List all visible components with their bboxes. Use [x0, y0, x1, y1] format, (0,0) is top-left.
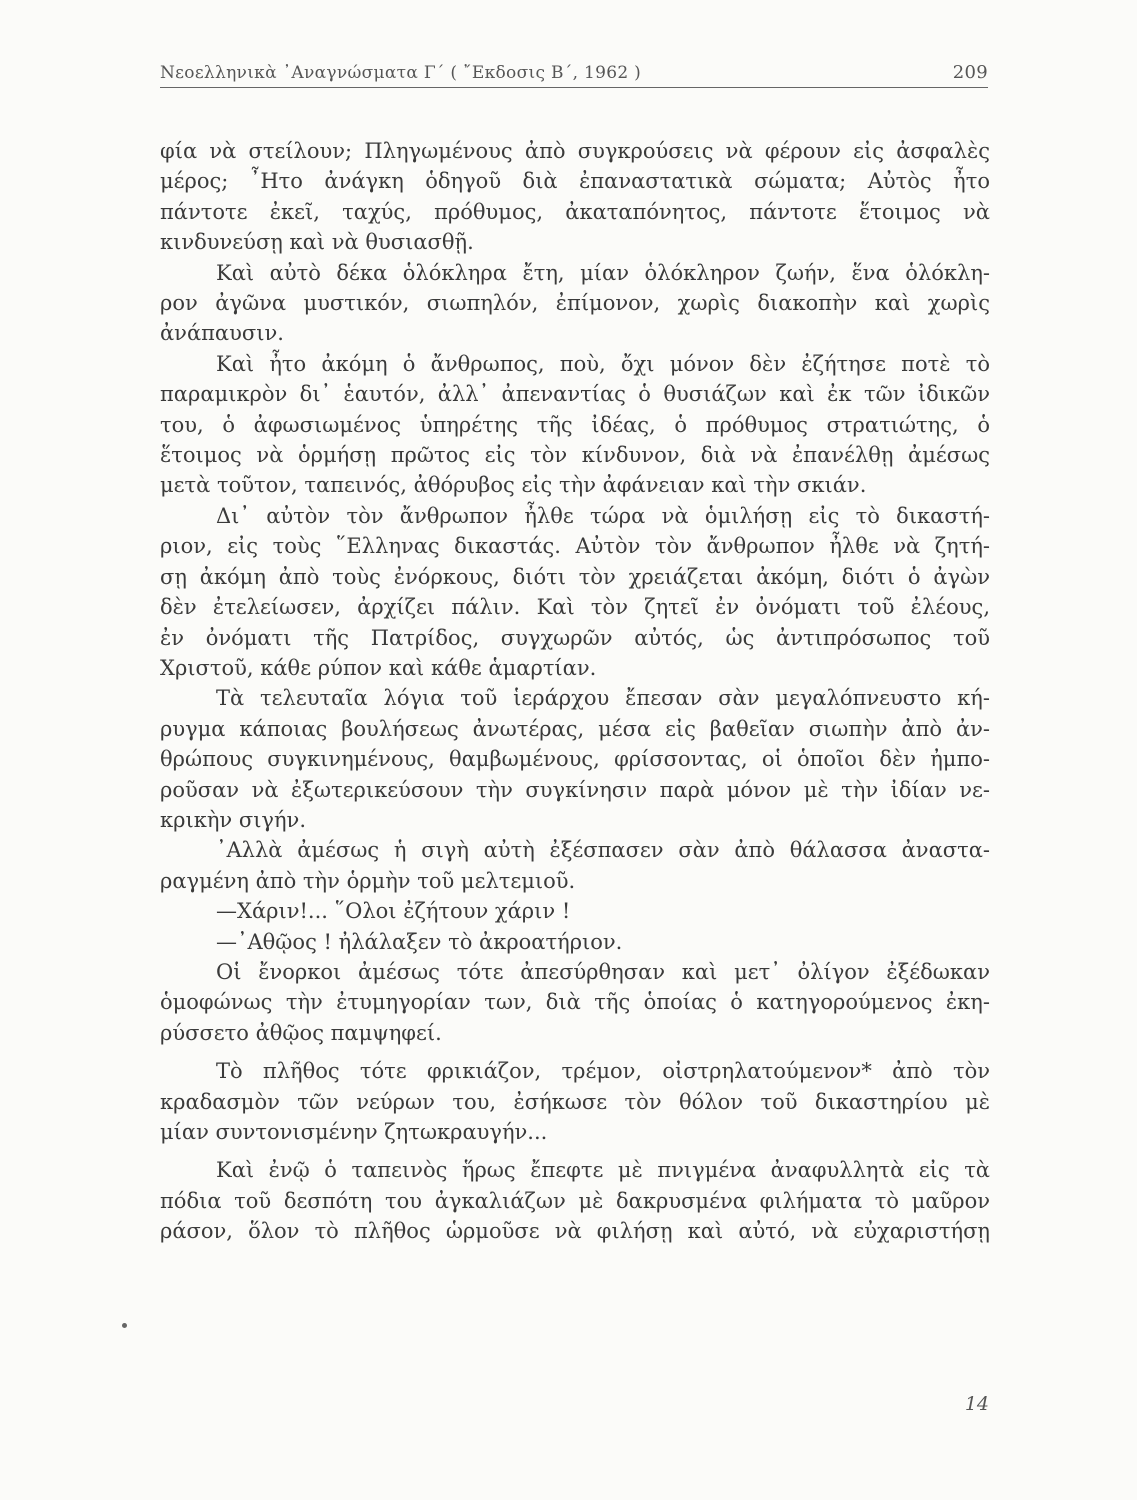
text-line: σῃ ἀκόμη ἀπὸ τοὺς ἐνόρκους, διότι τὸν χρειάζεται ἀκόμη, διότι ὁ ἀγὼν [160, 564, 990, 589]
text-line: ρυγμα κάποιας βουλήσεως ἀνωτέρας, μέσα εἰς βαθεῖαν σιωπὴν ἀπὸ ἀν- [160, 716, 990, 741]
text-line: θρώπους συγκινημένους, θαμβωμένους, φρίσσοντας, οἱ ὁποῖοι δὲν ἠμπο- [160, 747, 990, 772]
text-line: ἐν ὀνόματι τῆς Πατρίδος, συγχωρῶν αὐτός, ὡς ἀντιπρόσωπος τοῦ [160, 625, 990, 650]
running-title: Νεοελληνικὰ ᾽Αναγνώσματα Γ΄ ( ῎Εκδοσις Β΄, 1962 ) [160, 63, 642, 83]
text-line: ρον ἀγῶνα μυστικόν, σιωπηλόν, ἐπίμονον, χωρὶς διακοπὴν καὶ χωρὶς [160, 291, 990, 316]
text-line: Χριστοῦ, κάθε ρύπον καὶ κάθε ἁμαρτίαν. [160, 655, 597, 680]
text-line: Οἱ ἔνορκοι ἀμέσως τότε ἀπεσύρθησαν καὶ μετ᾽ ὀλίγον ἐξέδωκαν [216, 959, 990, 984]
text-line: Καὶ ἦτο ἀκόμη ὁ ἄνθρωπος, ποὺ, ὄχι μόνον δὲν ἐζήτησε ποτὲ τὸ [216, 351, 990, 376]
text-line: ρύσσετο ἀθῷος παμψηφεί. [160, 1020, 442, 1045]
text-line: Καὶ ἐνῷ ὁ ταπεινὸς ἥρως ἔπεφτε μὲ πνιγμένα ἀναφυλλητὰ εἰς τὰ [216, 1158, 990, 1183]
text-line: του, ὁ ἀφωσιωμένος ὑπηρέτης τῆς ἰδέας, ὁ πρόθυμος στρατιώτης, ὁ [160, 412, 990, 437]
running-header [160, 62, 988, 88]
text-line: Καὶ αὐτὸ δέκα ὁλόκληρα ἔτη, μίαν ὁλόκληρον ζωήν, ἕνα ὁλόκλη- [216, 260, 990, 285]
text-line: ροῦσαν νὰ ἐξωτερικεύσουν τὴν συγκίνησιν παρὰ μόνον μὲ τὴν ἰδίαν νε- [160, 777, 990, 802]
print-speck [122, 1323, 127, 1328]
text-line: Δι᾽ αὐτὸν τὸν ἄνθρωπον ἦλθε τώρα νὰ ὁμιλήσῃ εἰς τὸ δικαστή- [216, 503, 990, 528]
text-line: μίαν συντονισμένην ζητωκραυγήν... [160, 1120, 548, 1144]
text-line: —᾽Αθῷος ! ἠλάλαξεν τὸ ἀκροατήριον. [216, 929, 623, 954]
text-line: κρικὴν σιγήν. [160, 807, 306, 832]
body-text [160, 136, 990, 1247]
signature-mark: 14 [964, 1393, 989, 1415]
book-page [160, 62, 990, 1247]
text-line: πόδια τοῦ δεσπότη του ἀγκαλιάζων μὲ δακρυσμένα φιλήματα τὸ μαῦρον [160, 1188, 990, 1213]
text-line: ἕτοιμος νὰ ὁρμήσῃ πρῶτος εἰς τὸν κίνδυνον, διὰ νὰ ἐπανέλθῃ ἀμέσως [160, 443, 990, 468]
text-line: πάντοτε ἐκεῖ, ταχύς, πρόθυμος, ἀκαταπόνητος, πάντοτε ἕτοιμος νὰ [160, 199, 990, 224]
text-line: ριον, εἰς τοὺς ῞Ελληνας δικαστάς. Αὐτὸν τὸν ἄνθρωπον ἦλθε νὰ ζητή- [160, 534, 990, 559]
page-number: 209 [952, 62, 988, 83]
text-line: Τὸ πλῆθος τότε φρικιάζον, τρέμον, οἰστρηλατούμενον* ἀπὸ τὸν [216, 1059, 990, 1084]
text-line: φία νὰ στείλουν; Πληγωμένους ἀπὸ συγκρούσεις νὰ φέρουν εἰς ἀσφαλὲς [160, 139, 990, 163]
text-line: παραμικρὸν δι᾽ ἑαυτόν, ἀλλ᾽ ἀπεναντίας ὁ θυσιάζων καὶ ἐκ τῶν ἰδικῶν [160, 382, 990, 407]
text-line: ὁμοφώνως τὴν ἐτυμηγορίαν των, διὰ τῆς ὁποίας ὁ κατηγορούμενος ἐκη- [160, 990, 990, 1015]
text-line: ράσον, ὅλον τὸ πλῆθος ὡρμοῦσε νὰ φιλήσῃ καὶ αὐτό, νὰ εὐχαριστήσῃ [160, 1219, 990, 1244]
text-line: μετὰ τοῦτον, ταπεινός, ἀθόρυβος εἰς τὴν ἀφάνειαν καὶ τὴν σκιάν. [160, 473, 867, 498]
text-line: δὲν ἐτελείωσεν, ἀρχίζει πάλιν. Καὶ τὸν ζητεῖ ἐν ὀνόματι τοῦ ἐλέους, [160, 595, 990, 620]
text-line: μέρος; ῏Ητο ἀνάγκη ὁδηγοῦ διὰ ἐπαναστατικὰ σώματα; Αὐτὸς ἦτο [160, 169, 990, 194]
text-line: ἀνάπαυσιν. [160, 321, 284, 346]
text-line: κραδασμὸν τῶν νεύρων του, ἐσήκωσε τὸν θόλον τοῦ δικαστηρίου μὲ [160, 1089, 990, 1114]
text-line: Τὰ τελευταῖα λόγια τοῦ ἱεράρχου ἔπεσαν σὰν μεγαλόπνευστο κή- [216, 686, 990, 711]
text-line: —Χάριν!... ῞Ολοι ἐζήτουν χάριν ! [216, 899, 571, 924]
text-line: ᾽Αλλὰ ἀμέσως ἡ σιγὴ αὐτὴ ἐξέσπασεν σὰν ἀπὸ θάλασσα ἀναστα- [216, 838, 990, 863]
text-line: ραγμένη ἀπὸ τὴν ὁρμὴν τοῦ μελτεμιοῦ. [160, 868, 576, 893]
text-line: κινδυνεύσῃ καὶ νὰ θυσιασθῇ. [160, 230, 474, 255]
